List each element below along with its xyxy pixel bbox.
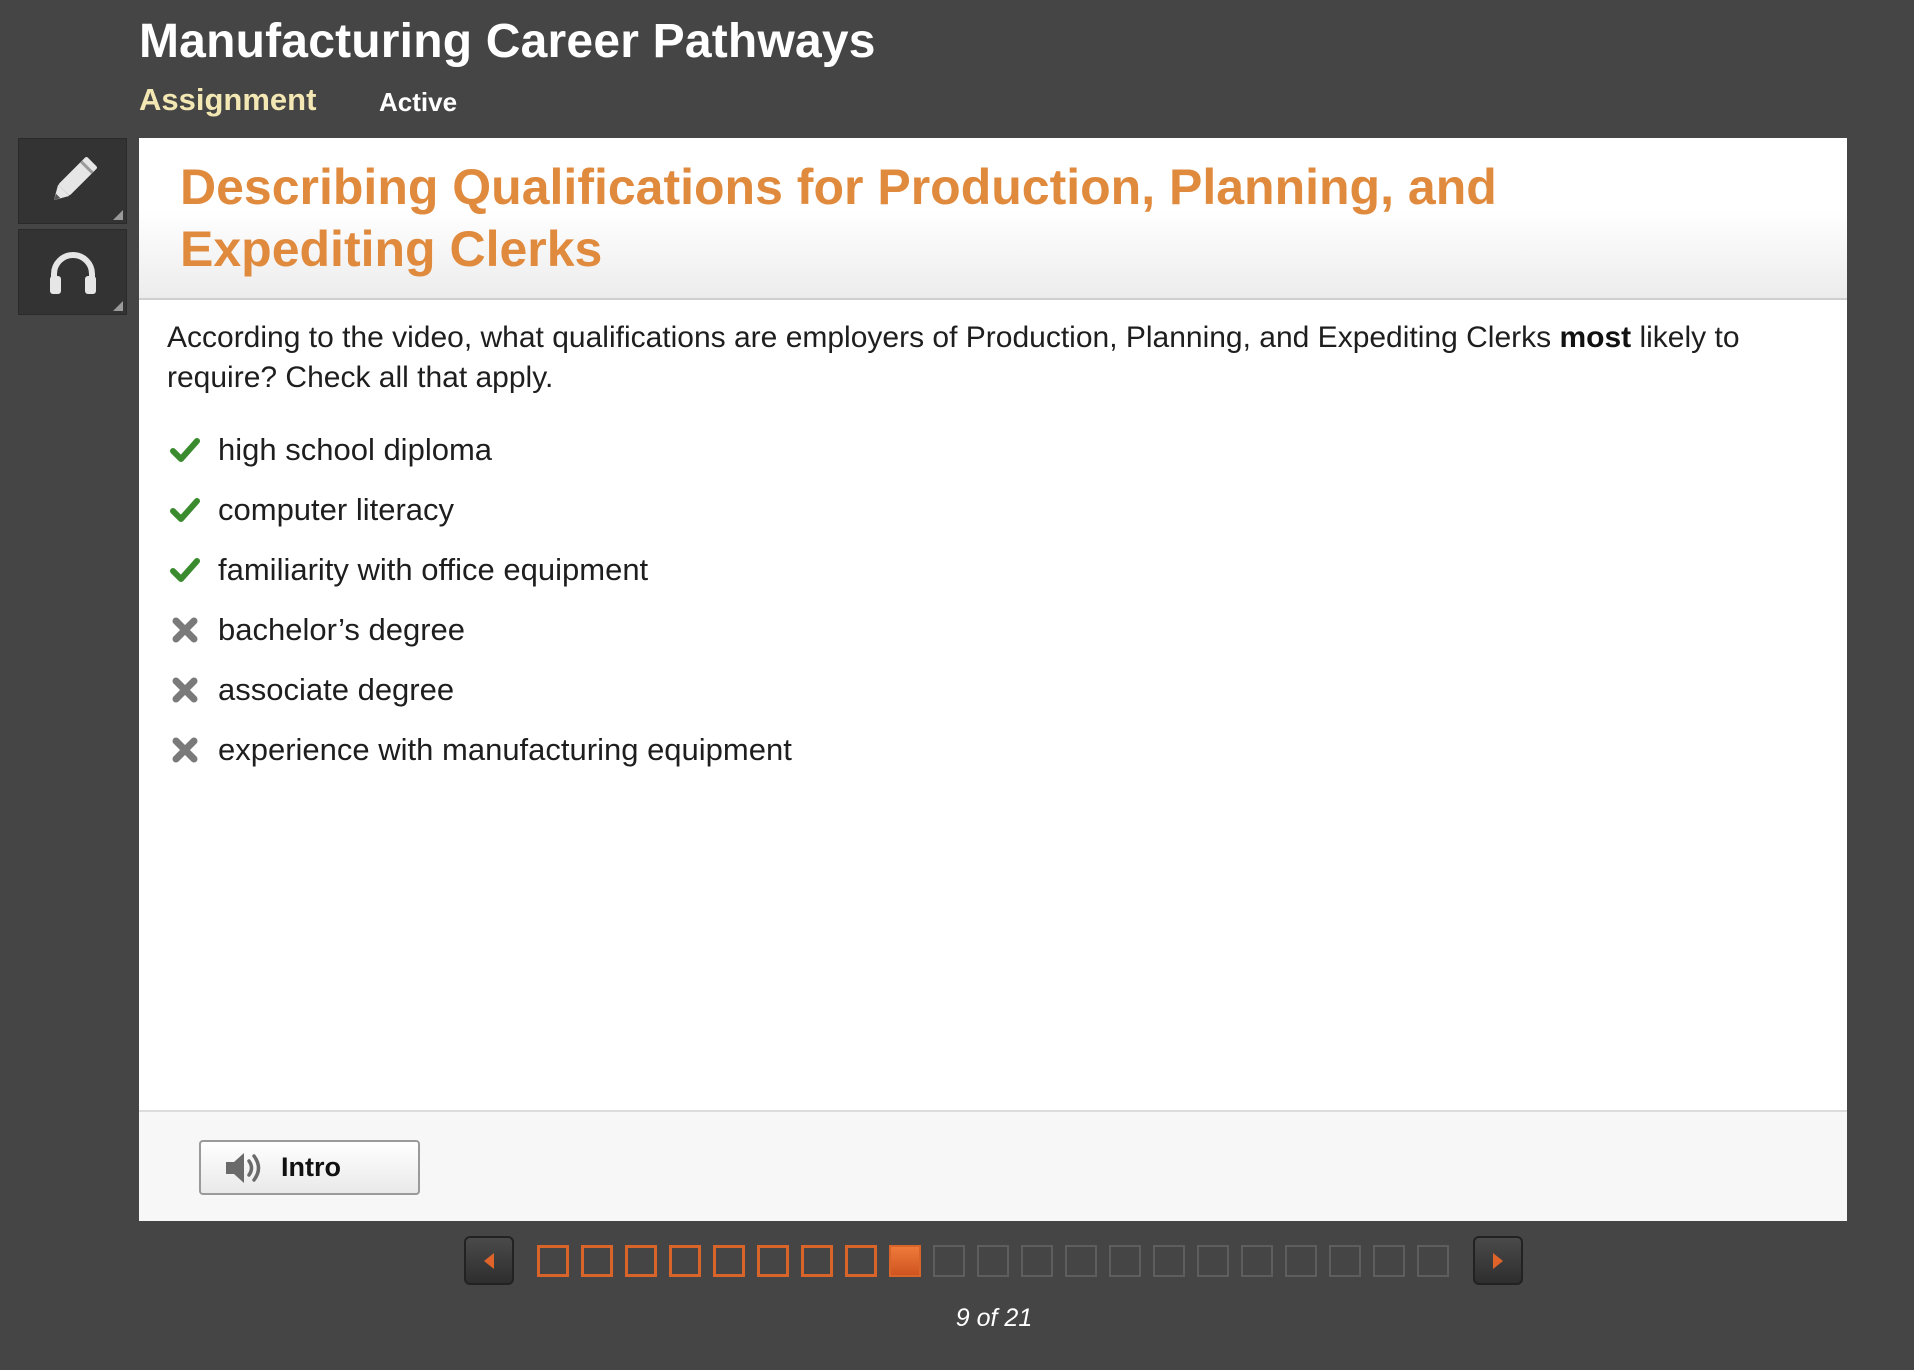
answer-label: experience with manufacturing equipment [218,732,792,767]
page-indicator[interactable] [977,1245,1009,1277]
lesson-title: Describing Qualifications for Production, Planning, and Expediting Clerks [180,159,1497,277]
speaker-icon [223,1148,265,1188]
page-indicator[interactable] [1373,1245,1405,1277]
triangle-left-icon [481,1251,497,1271]
page-indicator[interactable] [1417,1245,1449,1277]
page-indicator[interactable] [1241,1245,1273,1277]
page-indicator[interactable] [1153,1245,1185,1277]
page-indicator[interactable] [1065,1245,1097,1277]
page-indicator[interactable] [757,1245,789,1277]
answer-option[interactable] [167,550,648,590]
previous-page-button[interactable] [464,1236,514,1285]
activity-panel [139,138,1847,1221]
page-indicator[interactable] [1109,1245,1141,1277]
page-indicator[interactable] [1197,1245,1229,1277]
question-emphasis: most [1559,321,1632,354]
headphones-icon [46,248,100,296]
next-page-button[interactable] [1473,1236,1523,1285]
page-indicator[interactable] [537,1245,569,1277]
page-indicator[interactable] [669,1245,701,1277]
page-indicator[interactable] [713,1245,745,1277]
page-indicator[interactable] [1329,1245,1361,1277]
answer-label: associate degree [218,672,455,707]
intro-audio-button[interactable] [199,1140,420,1195]
page-indicator[interactable] [1285,1245,1317,1277]
page-indicator-current[interactable] [889,1245,921,1277]
question-part-2: likely to require? Check all that apply. [167,321,1740,394]
answer-option[interactable] [167,730,792,770]
checkmark-icon [167,552,203,588]
status-label: Active [379,87,458,117]
assignment-label: Assignment [139,82,317,117]
page-indicator[interactable] [845,1245,877,1277]
answer-label: bachelor’s degree [218,612,466,647]
cross-icon [167,672,203,708]
triangle-right-icon [1490,1251,1506,1271]
question-part-1: According to the video, what qualifications are employers of Production, Planning, and Expediting Clerks [167,321,1560,354]
page-navigator [0,1236,1914,1286]
answer-option[interactable] [167,670,454,710]
answer-option[interactable] [167,430,492,470]
pencil-icon [44,152,102,210]
checkmark-icon [167,492,203,528]
cross-icon [167,612,203,648]
audio-tool-button[interactable] [18,229,127,315]
page-indicator[interactable] [581,1245,613,1277]
answer-label: computer literacy [218,492,455,527]
answer-option[interactable] [167,490,454,530]
checkmark-icon [167,432,203,468]
answer-label: familiarity with office equipment [218,552,649,587]
question-text [167,318,1817,398]
page-indicator[interactable] [1021,1245,1053,1277]
page-counter: 9 of 21 [955,1304,1033,1332]
page-indicator[interactable] [933,1245,965,1277]
answer-label: high school diploma [218,432,493,467]
panel-footer [139,1110,1847,1221]
pencil-tool-button[interactable] [18,138,127,224]
lesson-header [139,138,1847,300]
cross-icon [167,732,203,768]
intro-label: Intro [281,1152,341,1182]
course-title: Manufacturing Career Pathways [139,15,876,68]
page-indicator[interactable] [625,1245,657,1277]
answer-option[interactable] [167,610,465,650]
page-indicator[interactable] [801,1245,833,1277]
